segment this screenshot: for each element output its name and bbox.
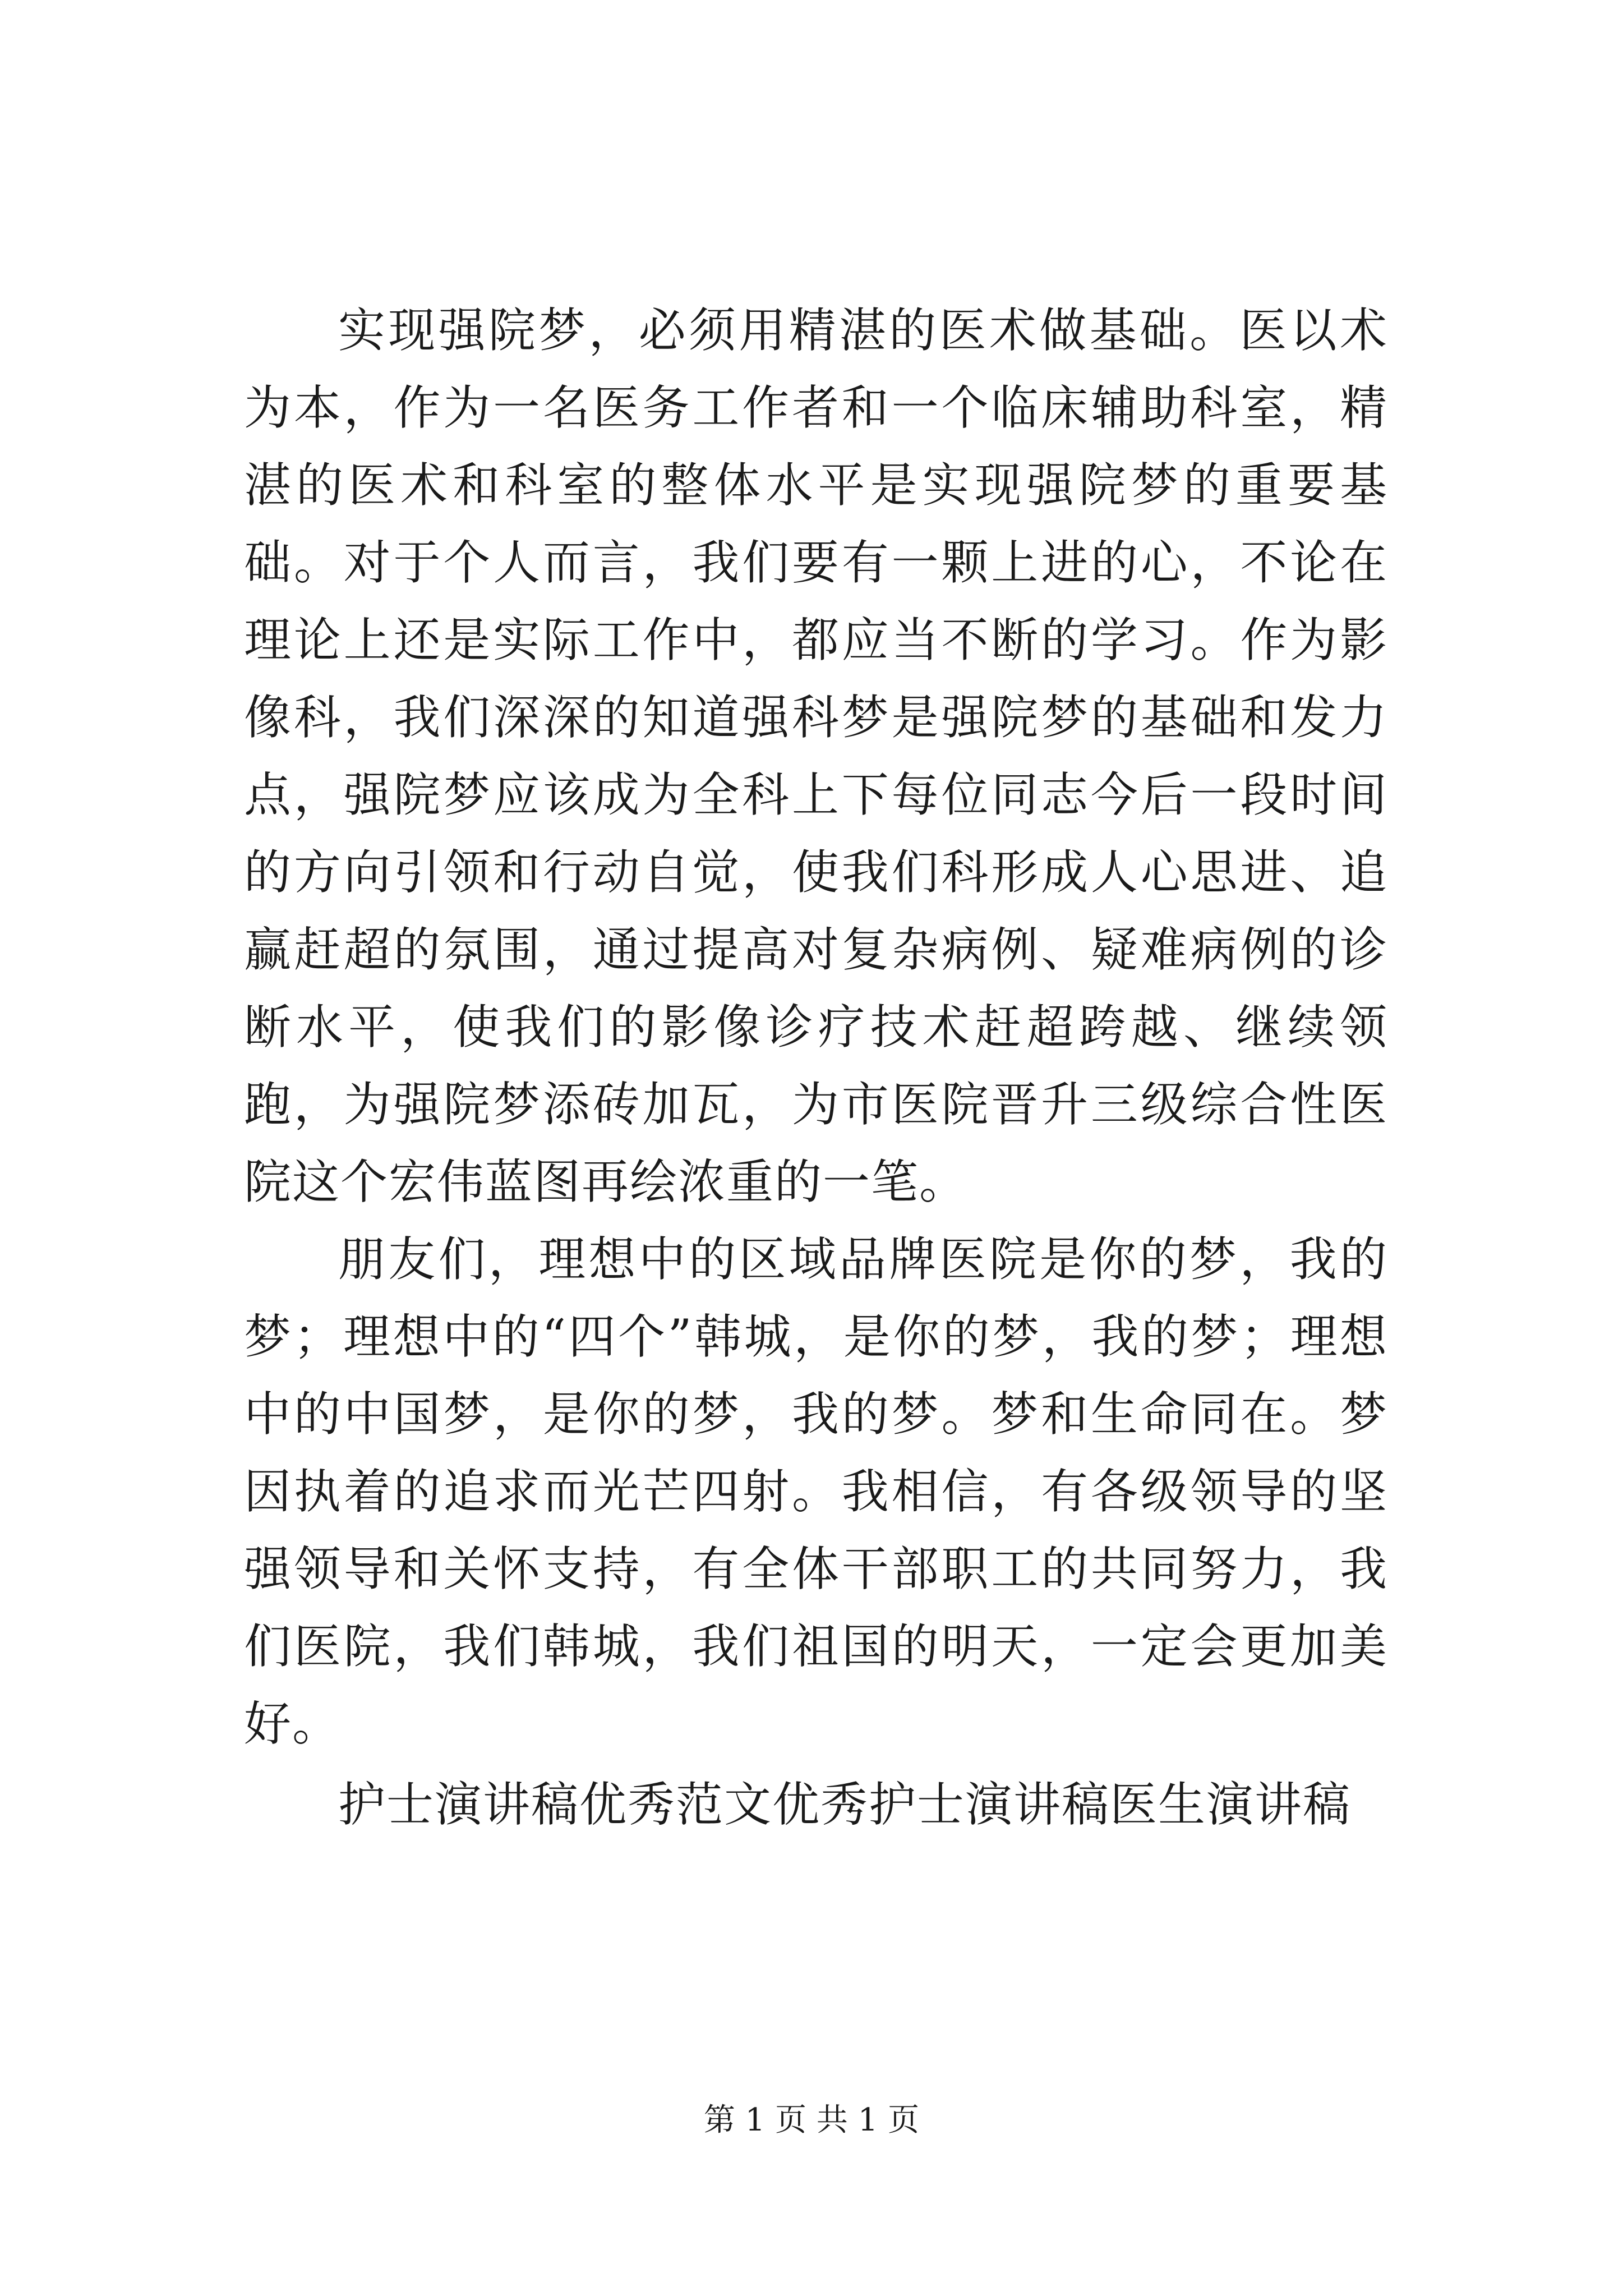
tags-line: 护士演讲稿优秀范文优秀护士演讲稿医生演讲稿	[338, 1777, 1352, 1832]
page-footer	[0, 2101, 1623, 2140]
paragraph-strong-hospital-dream: 实现强院梦，必须用精湛的医术做基础。医以术为本，作为一名医务工作者和一个临床辅助科室，精湛的医术和科室的整体水平是实现强院梦的重要基础。对于个人而言，我们要有一颗上进的心，不论在理论上还是实际工作中，都应当不断的学习。作为影像科，我们深深的知道强科梦是强院梦的基础和发力点，强院梦应该成为全科上下每位同志今后一段时间的方向引领和行动自觉，使我们科形成人心思进、追赢赶超的氛围，通过提高对复杂病例、疑难病例的诊断水平，使我们的影像诊疗技术赶超跨越、继续领跑，为强院梦添砖加瓦，为市医院晋升三级综合性医院这个宏伟蓝图再绘浓重的一笔。	[244, 303, 1388, 1209]
page-number-label: 第 1 页 共 1 页	[703, 2102, 920, 2138]
document-body	[244, 292, 1388, 1843]
paragraph-friends-dream: 朋友们，理想中的区域品牌医院是你的梦，我的梦；理想中的“四个”韩城，是你的梦，我的梦；理想中的中国梦，是你的梦，我的梦。梦和生命同在。梦因执着的追求而光芒四射。我相信，有各级领导的坚强领导和关怀支持，有全体干部职工的共同努力，我们医院，我们韩城，我们祖国的明天，一定会更加美好。	[244, 1232, 1388, 1751]
